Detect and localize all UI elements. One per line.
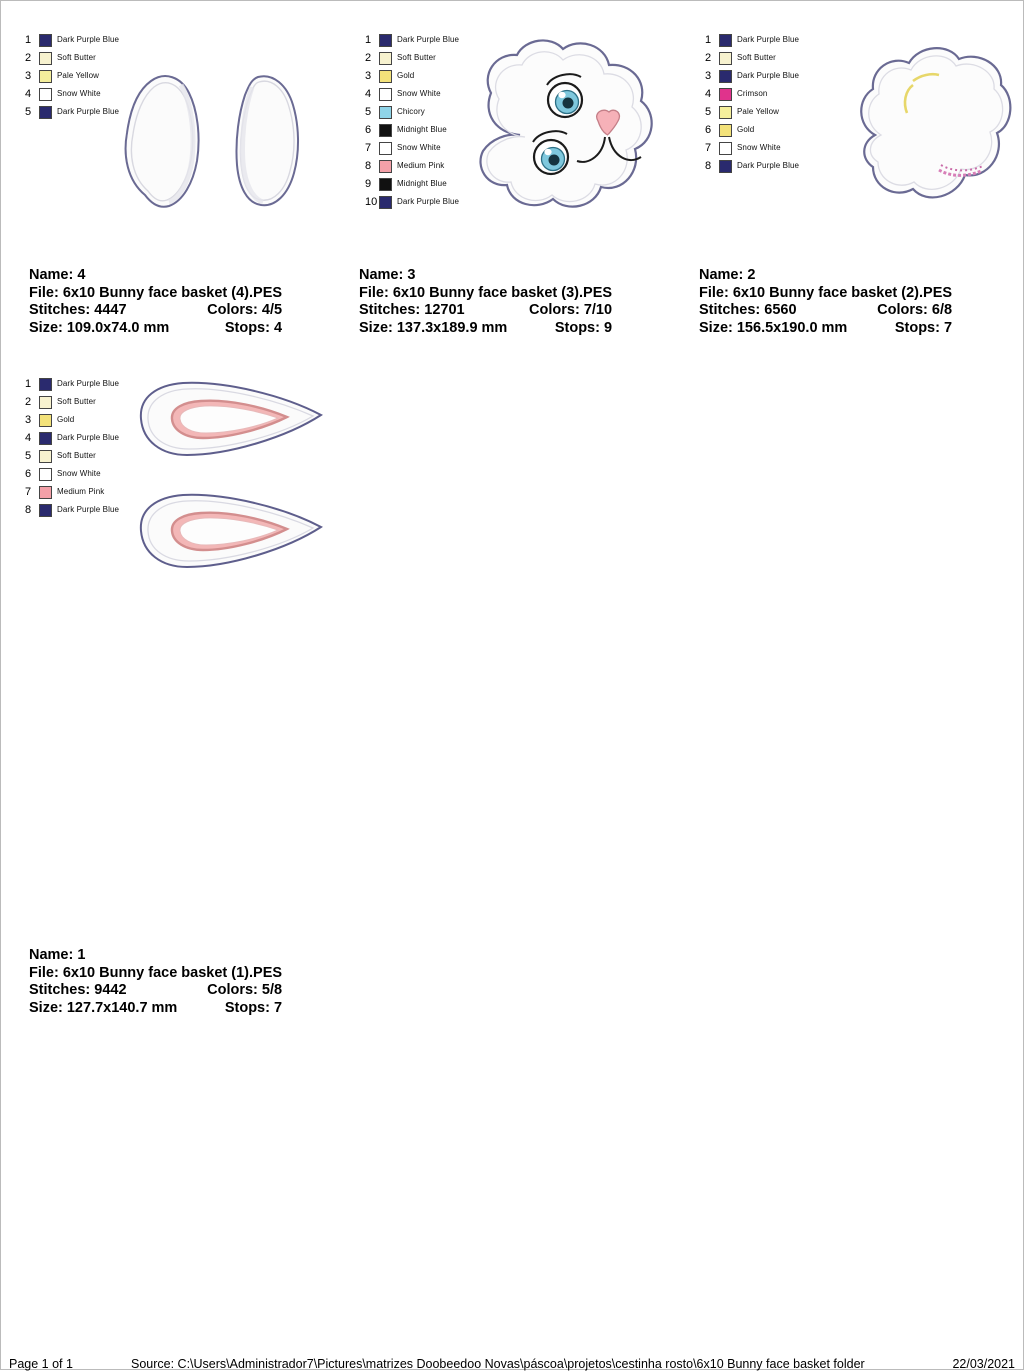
legend-color-name: Dark Purple Blue [57,107,120,116]
legend-color-name: Soft Butter [57,53,96,62]
legend-color-name: Midnight Blue [397,179,447,188]
legend-color-name: Dark Purple Blue [57,35,120,44]
legend-number: 7 [705,142,712,154]
design-artwork-1 [15,359,335,587]
embroidery-preview-3 [355,15,675,251]
legend-number: 1 [365,34,372,46]
legend-color-name: Medium Pink [397,161,445,170]
design-file: File: 6x10 Bunny face basket (3).PES [359,284,613,301]
legend-color-name: Soft Butter [57,451,96,460]
legend-number: 3 [25,70,32,82]
legend-number: 2 [25,396,32,408]
design-file: File: 6x10 Bunny face basket (2).PES [699,284,953,301]
legend-color-name: Gold [57,415,75,424]
design-name: Name: 3 [359,267,416,283]
legend-color-name: Snow White [57,89,101,98]
legend-number: 8 [365,160,372,172]
embroidery-preview-1 [15,359,335,599]
legend-number: 1 [25,34,32,46]
legend-color-name: Pale Yellow [737,107,780,116]
legend-number: 7 [365,142,372,154]
design-info-1 [29,947,282,1017]
legend-number: 8 [705,160,712,172]
legend-number: 6 [705,124,712,136]
design-colors: Colors: 7/10 [529,302,613,318]
embroidery-preview-2 [695,15,1015,251]
legend-color-name: Dark Purple Blue [737,161,800,170]
design-block-3 [355,15,675,336]
legend-color-name: Soft Butter [57,397,96,406]
legend-number: 5 [705,106,712,118]
legend-number: 2 [705,52,712,64]
legend-color-name: Snow White [397,89,441,98]
legend-number: 7 [25,486,32,498]
legend-color-name: Dark Purple Blue [397,35,460,44]
design-info-4 [29,267,282,337]
legend-number: 1 [705,34,712,46]
legend-color-name: Dark Purple Blue [57,379,120,388]
design-size: Size: 109.0x74.0 mm [29,319,170,336]
design-file: File: 6x10 Bunny face basket (4).PES [29,284,283,301]
design-stitches: Stitches: 4447 [29,302,127,318]
legend-number: 2 [25,52,32,64]
legend-color-name: Gold [737,125,755,134]
legend-number: 4 [25,432,32,444]
legend-color-name: Midnight Blue [397,125,447,134]
legend-color-name: Snow White [737,143,781,152]
legend-number: 5 [25,106,32,118]
design-stops: Stops: 9 [554,319,613,336]
design-block-4 [15,15,335,336]
legend-number: 3 [705,70,712,82]
legend-color-name: Gold [397,71,415,80]
design-stops: Stops: 7 [224,999,283,1016]
design-block-1 [15,359,335,1016]
embroidery-preview-4 [15,15,335,251]
legend-color-name: Chicory [397,107,425,116]
design-artwork-4 [15,15,335,251]
legend-color-name: Dark Purple Blue [57,505,120,514]
legend-number: 5 [365,106,372,118]
design-size: Size: 137.3x189.9 mm [359,319,508,336]
legend-color-name: Dark Purple Blue [57,433,120,442]
design-name: Name: 1 [29,947,86,963]
legend-number: 5 [25,450,32,462]
design-file: File: 6x10 Bunny face basket (1).PES [29,964,283,981]
design-stops: Stops: 7 [894,319,953,336]
legend-number: 6 [25,468,32,480]
legend-number: 9 [365,178,372,190]
design-artwork-2 [695,15,1015,251]
design-info-3 [359,267,612,337]
legend-number: 4 [705,88,712,100]
legend-number: 4 [365,88,372,100]
design-colors: Colors: 5/8 [207,982,283,998]
design-artwork-3 [355,15,675,251]
legend-number: 4 [25,88,32,100]
design-colors: Colors: 6/8 [877,302,953,318]
design-stitches: Stitches: 6560 [699,302,797,318]
footer-date: 22/03/2021 [952,1357,1015,1371]
footer-source-path: Source: C:\Users\Administrador7\Pictures\matrizes Doobeedoo Novas\páscoa\projetos\cestinha rosto\6x10 Bunny face basket folder [131,1357,865,1371]
design-colors: Colors: 4/5 [207,302,283,318]
legend-color-name: Dark Purple Blue [737,71,800,80]
legend-number: 8 [25,504,32,516]
design-stops: Stops: 4 [224,319,283,336]
legend-color-name: Snow White [397,143,441,152]
legend-number: 10 [365,196,378,208]
design-name: Name: 2 [699,267,756,283]
legend-color-name: Soft Butter [737,53,776,62]
design-stitches: Stitches: 9442 [29,982,127,998]
legend-number: 1 [25,378,32,390]
legend-color-name: Snow White [57,469,101,478]
legend-color-name: Dark Purple Blue [737,35,800,44]
design-name: Name: 4 [29,267,86,283]
design-info-2 [699,267,952,337]
legend-color-name: Medium Pink [57,487,105,496]
design-size: Size: 127.7x140.7 mm [29,999,178,1016]
design-sheet [1,1,1024,1371]
legend-number: 3 [25,414,32,426]
design-block-2 [695,15,1015,336]
design-stitches: Stitches: 12701 [359,302,465,318]
footer-page-number: Page 1 of 1 [9,1357,73,1371]
legend-number: 2 [365,52,372,64]
legend-number: 6 [365,124,372,136]
legend-color-name: Dark Purple Blue [397,197,460,206]
legend-color-name: Pale Yellow [57,71,100,80]
design-size: Size: 156.5x190.0 mm [699,319,848,336]
legend-color-name: Crimson [737,89,768,98]
legend-number: 3 [365,70,372,82]
legend-color-name: Soft Butter [397,53,436,62]
